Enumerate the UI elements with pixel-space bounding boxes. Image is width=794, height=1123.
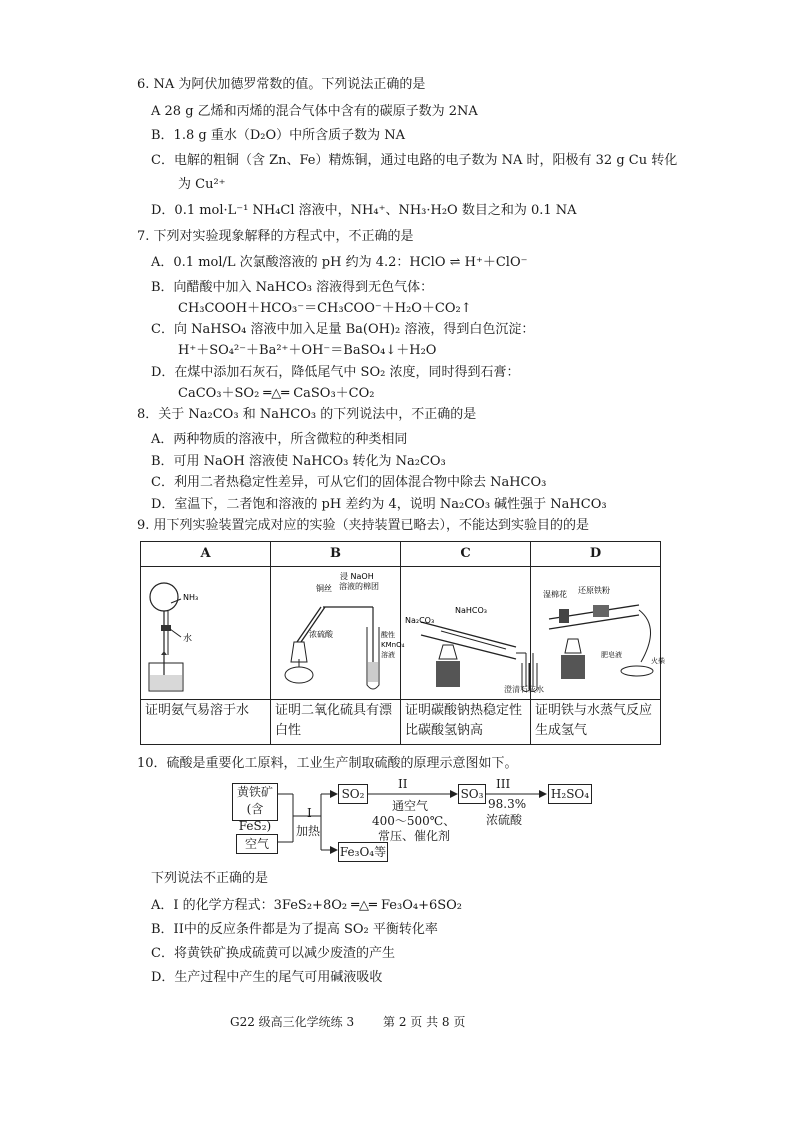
match-label: 火柴 — [651, 657, 665, 665]
q6-option-b: B．1.8 g 重水（D₂O）中所含质子数为 NA — [151, 128, 406, 143]
condition-pressure: 常压、催化剂 — [378, 829, 451, 843]
air-box: 空气 — [236, 834, 278, 854]
q7-stem: 7. 下列对实验现象解释的方程式中，不正确的是 — [137, 229, 414, 244]
na2co3-label: Na₂CO₃ — [405, 616, 435, 625]
q6-option-d: D．0.1 mol·L⁻¹ NH₄Cl 溶液中，NH₄⁺、NH₃·H₂O 数目之和为 0.1 NA — [151, 203, 577, 218]
header-d: D — [531, 542, 661, 567]
concentration-label: 98.3% — [488, 797, 527, 811]
q9-stem: 9. 用下列实验装置完成对应的实验（夹持装置已略去），不能达到实验目的的是 — [137, 518, 590, 533]
q10-stem: 10．硫酸是重要化工原料，工业生产制取硫酸的原理示意图如下。 — [137, 756, 518, 771]
so2-bleach-diagram — [271, 567, 411, 695]
apparatus-d — [531, 567, 665, 700]
pyrite-sub-label: (含FeS₂) — [238, 802, 272, 833]
step-i-label: I — [307, 806, 312, 820]
q8-option-d: D．室温下，二者饱和溶液的 pH 差约为 4，说明 Na₂CO₃ 碱性强于 NaHCO₃ — [151, 497, 607, 512]
nh3-label: NH₃ — [183, 593, 199, 602]
heat-label: 加热 — [296, 824, 321, 838]
so2-box: SO₂ — [338, 784, 368, 804]
iron-powder-label: 还原铁粉 — [578, 586, 610, 595]
condition-temp: 400～500℃、 — [372, 814, 456, 828]
h2so4-box: H₂SO₄ — [548, 784, 592, 804]
header-b: B — [271, 542, 401, 567]
naoh-label-1: 浸 NaOH — [340, 572, 374, 581]
caption-a: 证明氨气易溶于水 — [141, 700, 271, 745]
limewater-label: 澄清石灰水 — [504, 685, 544, 694]
caption-b: 证明二氧化硫具有漂白性 — [271, 700, 401, 745]
apparatus-a — [141, 567, 271, 700]
q7-option-b-eq: CH₃COOH＋HCO₃⁻＝CH₃COO⁻＋H₂O＋CO₂↑ — [178, 301, 472, 316]
q7-option-b: B．向醋酸中加入 NaHCO₃ 溶液得到无色气体： — [151, 280, 434, 295]
h2so4-label: 浓硫酸 — [309, 630, 333, 639]
q7-option-c-eq: H⁺＋SO₄²⁻＋Ba²⁺＋OH⁻＝BaSO₄↓＋H₂O — [178, 343, 437, 358]
kmno4-label-2: KMnO₄ — [381, 641, 405, 649]
q6-option-c: C．电解的粗铜（含 Zn、Fe）精炼铜，通过电路的电子数为 NA 时，阳极有 32 g Cu 转化 — [151, 153, 678, 168]
pyrite-box — [232, 783, 278, 833]
step-iii-label: III — [496, 777, 511, 791]
caption-d: 证明铁与水蒸气反应生成氢气 — [531, 700, 661, 745]
pyrite-label: 黄铁矿 — [236, 785, 273, 799]
q7-option-d: D．在煤中添加石灰石，降低尾气中 SO₂ 浓度，同时得到石膏： — [151, 365, 520, 380]
step-ii-label: II — [398, 777, 408, 791]
so3-box: SO₃ — [458, 784, 486, 804]
q6-option-a: A 28 g 乙烯和丙烯的混合气体中含有的碳原子数为 2NA — [151, 104, 478, 119]
apparatus-b — [271, 567, 405, 700]
apparatus-c — [401, 567, 544, 700]
iron-steam-diagram — [531, 567, 681, 695]
q6-option-c-cont: 为 Cu²⁺ — [178, 177, 226, 192]
footer-title: G22 级高三化学统练 3 — [230, 1015, 355, 1029]
q7-option-d-eq: CaCO₃＋SO₂ ═△═ CaSO₃＋CO₂ — [178, 386, 375, 401]
q8-option-a: A．两种物质的溶液中，所含微粒的种类相同 — [151, 432, 408, 447]
apparatus-table — [140, 541, 665, 745]
q6-stem: 6. NA 为阿伏加德罗常数的值。下列说法正确的是 — [137, 77, 426, 92]
cu-wire-label: 铜丝 — [316, 584, 332, 593]
water-label: 水 — [183, 634, 193, 644]
q7-option-c: C．向 NaHSO₄ 溶液中加入足量 Ba(OH)₂ 溶液，得到白色沉淀： — [151, 322, 535, 337]
q8-stem: 8．关于 Na₂CO₃ 和 NaHCO₃ 的下列说法中，不正确的是 — [137, 407, 477, 422]
carbonate-stability-diagram — [401, 567, 551, 695]
header-a: A — [141, 542, 271, 567]
conc-acid-label: 浓硫酸 — [486, 813, 523, 827]
q8-option-c: C．利用二者热稳定性差异，可从它们的固体混合物中除去 NaHCO₃ — [151, 475, 547, 490]
q10-option-a: A．I 的化学方程式：3FeS₂+8O₂ ═△═ Fe₃O₄+6SO₂ — [151, 898, 463, 913]
fe3o4-box: Fe₃O₄等 — [338, 842, 388, 862]
nahco3-label: NaHCO₃ — [455, 606, 487, 615]
q10-option-c: C．将黄铁矿换成硫黄可以减少废渣的产生 — [151, 946, 395, 961]
caption-c: 证明碳酸钠热稳定性比碳酸氢钠高 — [401, 700, 531, 745]
header-c: C — [401, 542, 531, 567]
kmno4-label-3: 溶液 — [381, 651, 395, 659]
q10-sub-stem: 下列说法不正确的是 — [151, 871, 269, 886]
kmno4-label-1: 酸性 — [381, 631, 395, 639]
q7-option-a: A．0.1 mol/L 次氯酸溶液的 pH 约为 4.2：HClO ⇌ H⁺＋ClO⁻ — [151, 255, 528, 270]
footer-page: 第 2 页 共 8 页 — [383, 1015, 466, 1029]
wet-cotton-label: 湿棉花 — [543, 590, 567, 599]
q8-option-b: B．可用 NaOH 溶液使 NaHCO₃ 转化为 Na₂CO₃ — [151, 454, 446, 469]
q10-option-b: B．II中的反应条件都是为了提高 SO₂ 平衡转化率 — [151, 922, 438, 937]
q10-option-d: D．生产过程中产生的尾气可用碱液吸收 — [151, 970, 383, 985]
ammonia-fountain-diagram — [141, 567, 211, 695]
soap-label: 肥皂液 — [601, 651, 622, 659]
naoh-label-2: 溶液的棉团 — [339, 582, 379, 591]
condition-air: 通空气 — [392, 799, 429, 813]
